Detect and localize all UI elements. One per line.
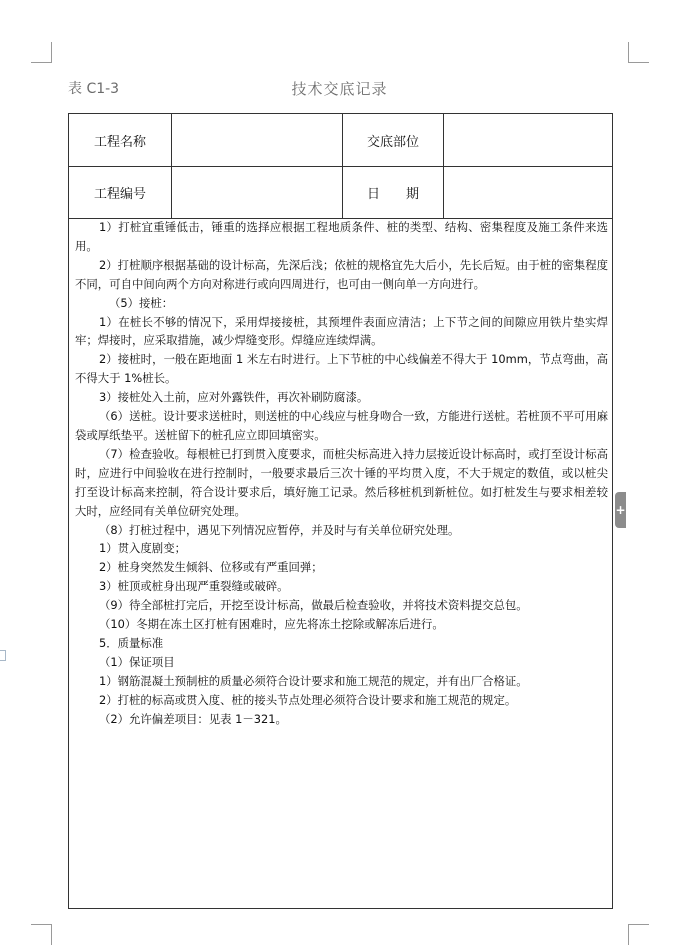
paragraph: 1）贯入度剧变； (99, 541, 186, 556)
project-name-label: 工程名称 (69, 114, 172, 166)
paragraph: （7）检查验收。每根桩已打到贯入度要求，而桩尖标高进入持力层接近设计标高时，或打至设计标高时，应进行中间验收在进行控制时，一般要求最后三次十锤的平均贯入度，不大于规定的数值，或以桩尖打至设计标高来控制，符合设计要求后，填好施工记录。然后移桩机到新桩位。如打桩发生与要求相差较大时，应经同有关单位研究处理。 (75, 446, 608, 518)
paragraph: （9）待全部桩打完后，开挖至设计标高，做最后检查验收，并将技术资料提交总包。 (99, 598, 528, 613)
disclosure-part-label: 交底部位 (343, 114, 444, 166)
paragraph: （5）接桩： (109, 295, 174, 310)
crop-mark-bottom-left (31, 924, 52, 945)
date-label: 日 期 (343, 166, 444, 218)
date-field[interactable] (444, 166, 612, 218)
paragraph: 3）桩顶或桩身出现严重裂缝或破碎。 (99, 579, 289, 594)
crop-mark-top-left (31, 42, 52, 63)
paragraph: （10）冬期在冻土区打桩有困难时，应先将冻土挖除或解冻后进行。 (99, 617, 444, 632)
paragraph: 1）在桩长不够的情况下，采用焊接接桩，其预埋件表面应清洁；上下节之间的间隙应用铁片垫实焊牢；焊接时，应采取措施，减少焊缝变形。焊缝应连续焊满。 (75, 314, 608, 348)
project-no-field[interactable] (172, 166, 343, 218)
paragraph: （6）送桩。设计要求送桩时，则送桩的中心线应与桩身吻合一致，方能进行送桩。若桩顶不平可用麻袋或厚纸垫平。送桩留下的桩孔应立即回填密实。 (75, 409, 608, 442)
paragraph: 3）接桩处入土前，应对外露铁件，再次补刷防腐漆。 (99, 390, 369, 405)
plus-icon[interactable]: + (615, 492, 626, 528)
crop-mark-bottom-right (628, 924, 649, 945)
disclosure-content (75, 218, 608, 728)
project-no-label: 工程编号 (69, 166, 172, 218)
table-row (69, 166, 612, 219)
table-row (69, 114, 612, 167)
disclosure-record-table (68, 113, 613, 909)
paragraph: 1）打桩宜重锤低击，锤重的选择应根据工程地质条件、桩的类型、结构、密集程度及施工条件来选用。 (75, 220, 608, 253)
paragraph: 2）打桩的标高或贯入度、桩的接头节点处理必须符合设计要求和施工规范的规定。 (99, 692, 517, 707)
paragraph: 2）接桩时，一般在距地面 1 米左右时进行。上下节桩的中心线偏差不得大于 10mm，节点弯曲，高不得大于 1%桩长。 (75, 352, 608, 386)
paragraph: 2）桩身突然发生倾斜、位移或有严重回弹； (99, 560, 323, 575)
disclosure-part-field[interactable] (444, 114, 612, 166)
paragraph: （2）允许偏差项目：见表 1－321。 (99, 711, 287, 726)
paragraph: 2）打桩顺序根据基础的设计标高，先深后浅；依桩的规格宜先大后小，先长后短。由于桩的密集程度不同，可自中间向两个方向对称进行或向四周进行，也可由一侧向单一方向进行。 (75, 257, 608, 291)
form-number: 表 C1-3 (68, 81, 120, 97)
crop-mark-top-right (628, 42, 649, 63)
paragraph: （1）保证项目 (99, 654, 175, 669)
project-name-field[interactable] (172, 114, 343, 166)
paragraph: （8）打桩过程中，遇见下列情况应暂停，并及时与有关单位研究处理。 (99, 522, 460, 537)
margin-marker-icon (0, 650, 6, 661)
paragraph: 1）钢筋混凝土预制桩的质量必须符合设计要求和施工规范的规定，并有出厂合格证。 (99, 673, 528, 688)
page-title: 技术交底记录 (291, 80, 388, 98)
paragraph: 5．质量标准 (99, 635, 164, 650)
